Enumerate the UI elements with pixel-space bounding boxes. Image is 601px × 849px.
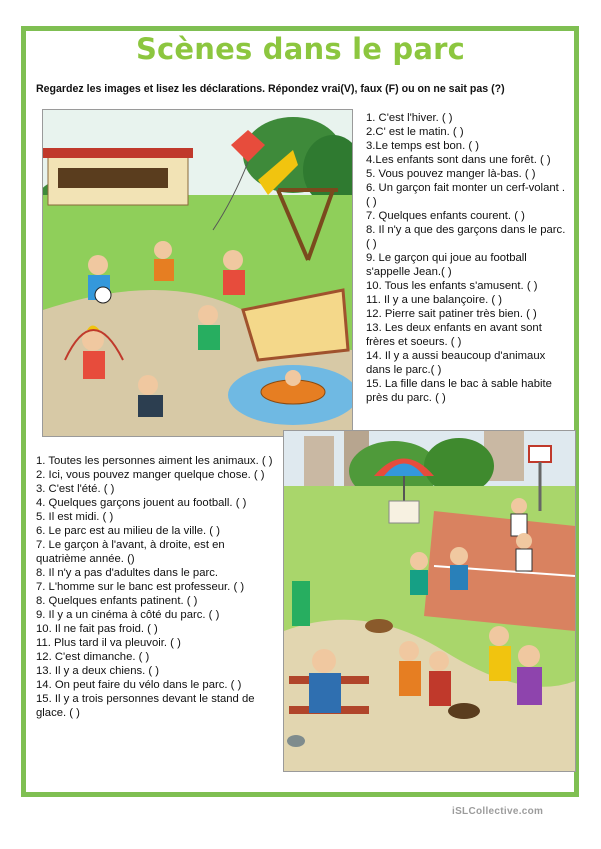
list-item: 13. Il y a deux chiens. ( ) (36, 665, 160, 677)
list-item: 11. Il y a une balançoire. ( ) (366, 294, 503, 306)
list-item: 6. Un garçon fait monter un cerf-volant .( ) (366, 182, 566, 208)
watermark: iSLCollective.com (452, 806, 544, 817)
list-item: 10. Tous les enfants s'amusent. ( ) (366, 280, 538, 292)
list-item: 2.C' est le matin. ( ) (366, 126, 464, 138)
list-item: 14. Il y a aussi beaucoup d'animaux dans le parc.( ) (366, 350, 546, 376)
list-item: 6. Le parc est au milieu de la ville. ( ) (36, 525, 220, 537)
list-item: 12. C'est dimanche. ( ) (36, 651, 150, 663)
list-item: 8. Quelques enfants patinent. ( ) (36, 595, 198, 607)
list-item: 8. Il n'y a que des garçons dans le parc. ( ) (366, 224, 566, 250)
list-item: 2. Ici, vous pouvez manger quelque chose. ( ) (36, 469, 265, 481)
instructions: Regardez les images et lisez les déclarations. Répondez vrai(V), faux (F) ou on ne sait pas (?) (36, 83, 505, 95)
list-item: 9. Il y a un cinéma à côté du parc. ( ) (36, 609, 220, 621)
list-item: 7. L'homme sur le banc est professeur. ( ) (36, 581, 245, 593)
page-title: Scènes dans le parc (135, 32, 466, 66)
list-item: 1. C'est l'hiver. ( ) (366, 112, 453, 124)
list-item: 5. Vous pouvez manger là-bas. ( ) (366, 168, 536, 180)
list-item: 4.Les enfants sont dans une forêt. ( ) (366, 154, 551, 166)
list-item: 8. Il n'y a pas d'adultes dans le parc. (36, 567, 219, 579)
list-item: 9. Le garçon qui joue au football s'appelle Jean.( ) (366, 252, 527, 278)
list-item: 10. Il ne fait pas froid. ( ) (36, 623, 158, 635)
questions-list-scene-1 (366, 111, 566, 405)
park-scene-illustration-2 (283, 430, 576, 772)
list-item: 13. Les deux enfants en avant sont frères et soeurs. ( ) (366, 322, 542, 348)
list-item: 7. Le garçon à l'avant, à droite, est en quatrième année. () (36, 539, 225, 565)
list-item: 5. Il est midi. ( ) (36, 511, 114, 523)
list-item: 14. On peut faire du vélo dans le parc. ( ) (36, 679, 242, 691)
list-item: 3.Le temps est bon. ( ) (366, 140, 480, 152)
list-item: 1. Toutes les personnes aiment les animaux. ( ) (36, 455, 273, 467)
park-scene-illustration-1 (42, 109, 353, 437)
questions-list-scene-2 (36, 454, 276, 720)
list-item: 15. La fille dans le bac à sable habite près du parc. ( ) (366, 378, 552, 404)
list-item: 12. Pierre sait patiner très bien. ( ) (366, 308, 537, 320)
list-item: 4. Quelques garçons jouent au football. ( ) (36, 497, 247, 509)
list-item: 15. Il y a trois personnes devant le stand de glace. ( ) (36, 693, 255, 719)
list-item: 3. C'est l'été. ( ) (36, 483, 115, 495)
list-item: 7. Quelques enfants courent. ( ) (366, 210, 525, 222)
list-item: 11. Plus tard il va pleuvoir. ( ) (36, 637, 181, 649)
